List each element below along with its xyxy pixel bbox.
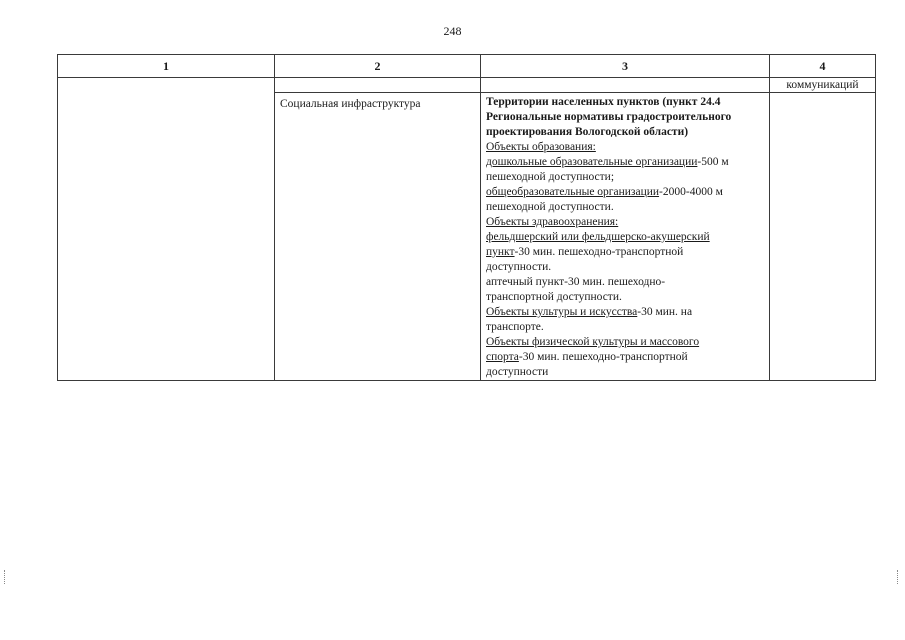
header-row bbox=[58, 55, 876, 78]
requirement-line bbox=[486, 305, 765, 320]
requirement-line: доступности bbox=[486, 366, 549, 378]
col4-cell bbox=[770, 93, 876, 381]
culture-norm: -30 мин. на bbox=[637, 306, 693, 318]
col2-continuation-cell bbox=[275, 78, 481, 93]
col4-continuation-cell bbox=[770, 78, 876, 93]
requirement-line: доступности. bbox=[486, 261, 552, 273]
requirement-line: пешеходной доступности. bbox=[486, 201, 614, 213]
continuation-text: коммуникаций bbox=[786, 79, 859, 91]
requirement-line: пешеходной доступности; bbox=[486, 171, 615, 183]
heading-line: Территории населенных пунктов (пункт 24.4 bbox=[486, 96, 721, 108]
requirement-line: фельдшерский или фельдшерско-акушерский bbox=[486, 231, 710, 243]
requirements-heading bbox=[486, 95, 765, 140]
requirement-line bbox=[486, 245, 765, 260]
col1-cell bbox=[58, 78, 275, 381]
culture-term: Объекты культуры и искусства bbox=[486, 306, 638, 318]
heading-line: Региональные нормативы градостроительного bbox=[486, 111, 732, 123]
header-col-4: 4 bbox=[770, 55, 876, 78]
requirement-line: Объекты физической культуры и массового bbox=[486, 336, 700, 348]
heading-line: проектирования Вологодской области) bbox=[486, 126, 689, 138]
page-number: 248 bbox=[443, 24, 462, 38]
school-term: общеобразовательные организации bbox=[486, 186, 660, 198]
preschool-term: дошкольные образовательные организации bbox=[486, 156, 698, 168]
preschool-norm: -500 м bbox=[697, 156, 729, 168]
school-norm: -2000-4000 м bbox=[659, 186, 723, 198]
requirement-line: аптечный пункт-30 мин. пешеходно- bbox=[486, 276, 666, 288]
sport-term: спорта bbox=[486, 351, 519, 363]
scan-margin-mark-right bbox=[897, 570, 900, 584]
healthcare-objects-title: Объекты здравоохранения: bbox=[486, 216, 619, 228]
requirement-line: транспорте. bbox=[486, 321, 544, 333]
sport-norm: -30 мин. пешеходно-транспортной bbox=[518, 351, 688, 363]
requirement-line bbox=[486, 155, 765, 170]
requirement-line: транспортной доступности. bbox=[486, 291, 622, 303]
requirement-line bbox=[486, 185, 765, 200]
col3-continuation-cell bbox=[481, 78, 770, 93]
header-col-1: 1 bbox=[58, 55, 275, 78]
regulation-table bbox=[57, 54, 876, 381]
continuation-row bbox=[58, 78, 876, 93]
scan-margin-mark-left bbox=[4, 570, 7, 584]
education-objects-title: Объекты образования: bbox=[486, 141, 596, 153]
medical-point-term: пункт bbox=[486, 246, 515, 258]
requirement-line bbox=[486, 350, 765, 365]
header-col-2: 2 bbox=[275, 55, 481, 78]
header-col-3: 3 bbox=[481, 55, 770, 78]
medical-point-norm: -30 мин. пешеходно-транспортной bbox=[514, 246, 684, 258]
infrastructure-type-cell: Социальная инфраструктура bbox=[275, 93, 481, 381]
territory-requirements-cell bbox=[481, 93, 770, 381]
